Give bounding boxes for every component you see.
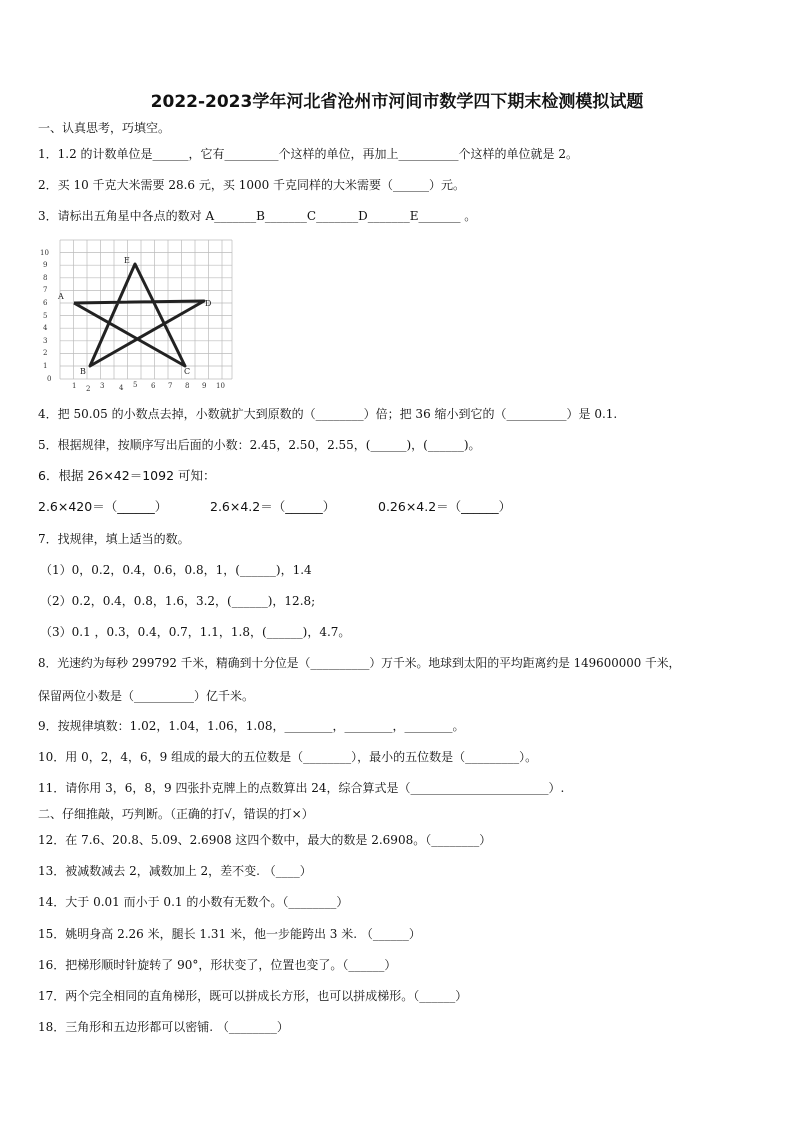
question-12: 12．在 7.6、20.8、5.09、2.6908 这四个数中，最大的数是 2.6908。（________） (38, 833, 492, 847)
point-e-label: E (124, 256, 130, 265)
question-11: 11．请你用 3，6，8，9 四张扑克牌上的点数算出 24，综合算式是（_______________________）. (38, 781, 565, 795)
question-13: 13．被减数减去 2，减数加上 2，差不变. （____） (38, 864, 312, 878)
x-tick-label: 6 (151, 382, 156, 390)
question-15: 15．姚明身高 2.26 米，腿长 1.31 米，他一步能跨出 3 米. （______） (38, 927, 421, 941)
x-tick-label: 8 (185, 382, 190, 390)
question-7: 7．找规律，填上适当的数。 (38, 532, 190, 546)
x-tick-label: 7 (168, 382, 173, 390)
point-d-label: D (205, 299, 212, 308)
point-c-label: C (184, 367, 191, 376)
y-tick-label: 1 (43, 362, 48, 370)
question-18: 18．三角形和五边形都可以密铺. （________） (38, 1020, 289, 1034)
y-tick-label: 10 (40, 249, 49, 257)
question-7-part-2: （2）0.2，0.4，0.8，1.6，3.2，(______)，12.8; (40, 594, 316, 608)
question-9: 9．按规律填数：1.02，1.04，1.06，1.08，________，________，________。 (38, 719, 465, 733)
question-6: 6．根据 26×42＝1092 可知： (38, 468, 216, 483)
y-tick-label: 9 (43, 261, 48, 269)
question-14: 14．大于 0.01 而小于 0.1 的小数有无数个。（________） (38, 895, 349, 909)
y-tick-label: 4 (43, 324, 48, 332)
question-5: 5．根据规律，按顺序写出后面的小数：2.45，2.50，2.55，(______)，(______)。 (38, 438, 481, 452)
question-3: 3．请标出五角星中各点的数对 A_______B_______C_______D_______E_______ 。 (38, 209, 477, 223)
question-7-part-1: （1）0，0.2，0.4，0.6，0.8，1，(______)，1.4 (40, 563, 312, 577)
point-b-label: B (80, 367, 86, 376)
question-6-part-c: 0.26×4.2＝（______） (378, 499, 512, 514)
y-tick-label: 8 (43, 274, 48, 282)
star-coordinate-grid (36, 238, 236, 398)
question-8-line-2: 保留两位小数是（__________）亿千米。 (38, 689, 255, 703)
y-tick-label: 6 (43, 299, 48, 307)
question-17: 17．两个完全相同的直角梯形，既可以拼成长方形，也可以拼成梯形。（______） (38, 989, 468, 1003)
page-title: 2022-2023学年河北省沧州市河间市数学四下期末检测模拟试题 (150, 92, 644, 112)
x-tick-label: 2 (86, 385, 91, 393)
x-tick-label: 5 (133, 381, 138, 389)
question-7-part-3: （3）0.1 ，0.3，0.4，0.7，1.1，1.8，(______)，4.7。 (40, 625, 351, 639)
question-6-part-a: 2.6×420＝（______） (38, 499, 168, 514)
section-heading-1: 一、认真思考，巧填空。 (38, 121, 171, 135)
question-6-part-b: 2.6×4.2＝（______） (210, 499, 336, 514)
question-1: 1．1.2 的计数单位是______，它有_________个这样的单位，再加上__________个这样的单位就是 2。 (38, 147, 578, 161)
question-8-line-1: 8．光速约为每秒 299792 千米，精确到十分位是（__________）万千米。地球到太阳的平均距离约是 149600000 千米， (38, 656, 681, 670)
x-tick-label: 9 (202, 382, 207, 390)
x-tick-label: 1 (72, 382, 77, 390)
point-a-label: A (58, 292, 64, 301)
question-16: 16．把梯形顺时针旋转了 90°，形状变了，位置也变了。（______） (38, 958, 397, 972)
y-tick-label: 7 (43, 286, 48, 294)
y-tick-label: 2 (43, 349, 48, 357)
section-heading-2: 二、仔细推敲，巧判断。（正确的打√，错误的打×） (38, 807, 314, 821)
x-tick-label: 4 (119, 384, 124, 392)
question-10: 10．用 0，2，4，6，9 组成的最大的五位数是（________），最小的五位数是（_________）。 (38, 750, 538, 764)
x-tick-label: 3 (100, 382, 105, 390)
x-tick-label: 10 (216, 382, 225, 390)
question-2: 2．买 10 千克大米需要 28.6 元，买 1000 千克同样的大米需要（______）元。 (38, 178, 466, 192)
y-tick-label: 0 (47, 375, 52, 383)
question-4: 4．把 50.05 的小数点去掉，小数就扩大到原数的（________）倍；把 36 缩小到它的（__________）是 0.1. (38, 407, 618, 421)
y-tick-label: 3 (43, 337, 48, 345)
y-tick-label: 5 (43, 312, 48, 320)
five-pointed-star (74, 264, 204, 366)
